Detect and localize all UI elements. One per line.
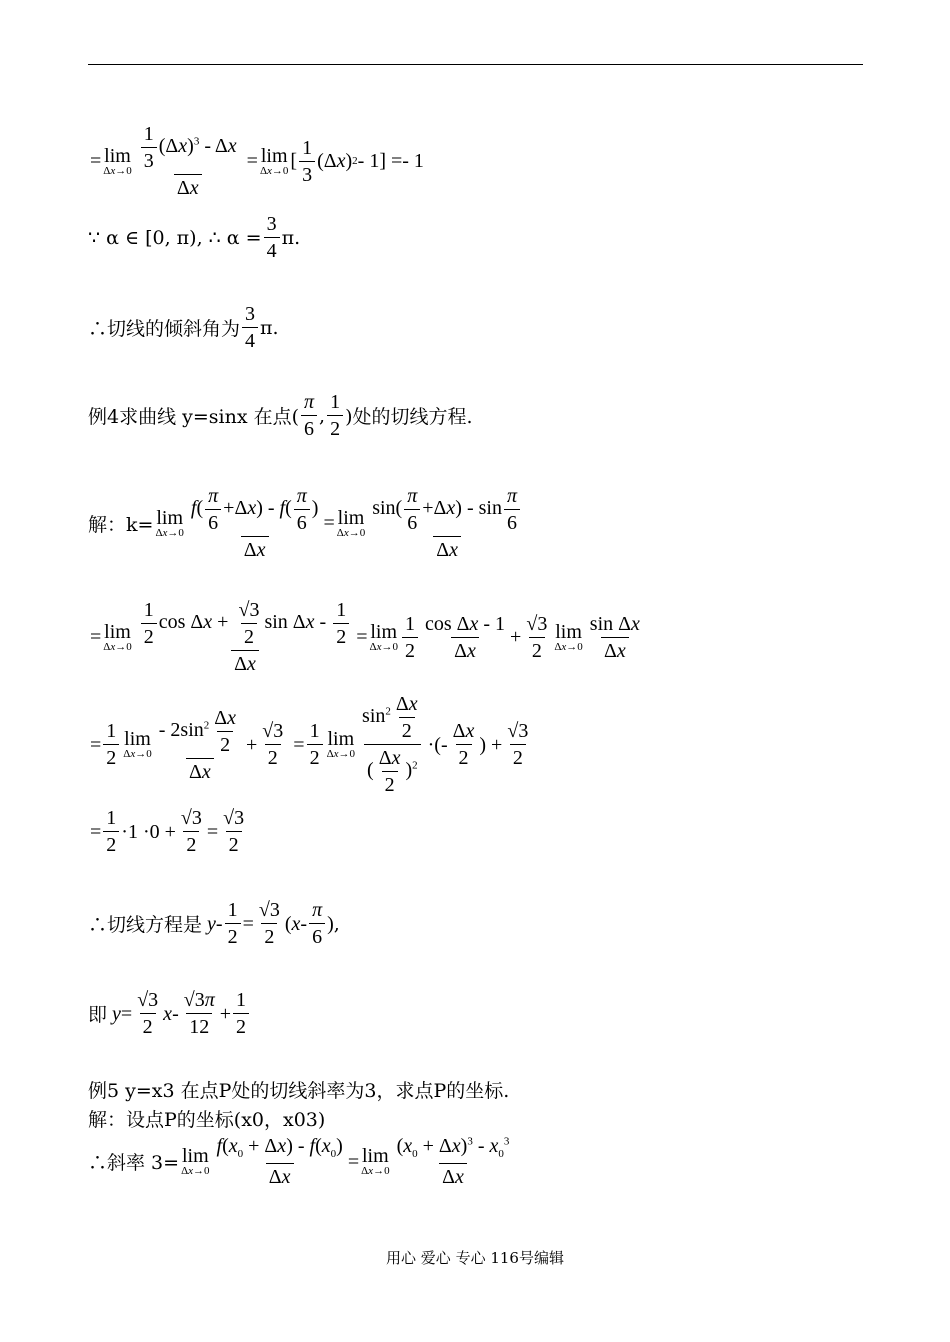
ji-label: 即 bbox=[88, 1004, 108, 1026]
solution-k-label: 解：k= bbox=[88, 513, 154, 536]
slope-label: ∴斜率 3= bbox=[88, 1152, 180, 1174]
inclination-text: ∴切线的倾斜角为 bbox=[88, 318, 241, 340]
inclination-end: π. bbox=[260, 316, 279, 339]
tangent-formula: y - 1 2 = √3 2 ( x - π 6 ) bbox=[207, 899, 334, 948]
formula-k: lim Δx→0 f( $\frac{\pi}{6}$ +Δx) - f( $\frac{\pi}{6}$ ) Δx = lim Δx→0 sin( $\frac{\pi}{6}$ +Δx) - sin $\frac{\pi}{6}$ Δx bbox=[153, 486, 527, 560]
header-rule bbox=[88, 64, 863, 65]
tangent-end: , bbox=[333, 912, 340, 935]
example-5: 例5 y=x3 在点P处的切线斜率为3，求点P的坐标. bbox=[88, 1080, 510, 1102]
alpha-text: ∵ α ∈ [0, π), ∴ α = bbox=[88, 226, 262, 249]
solution-k bbox=[88, 486, 527, 560]
inclination-line: ∴切线的倾斜角为 3 4 π. bbox=[88, 303, 279, 352]
formula-cos-expansion: = lim Δx→0 $\frac{1}{2}$ cos Δx + $\frac{√3}{2}$ sin Δx - $\frac{1}{2}$ Δx = lim Δx→0 1 2 cos Δx - 1 Δx + √3 2 lim Δx→0 sin Δx Δx bbox=[90, 599, 640, 675]
solution-5: 解：设点P的坐标(x0，x03) bbox=[88, 1109, 326, 1131]
page-footer: 用心 爱心 专心 116号编辑 bbox=[386, 1249, 564, 1267]
example-4: 例4求曲线 y=sinx 在点( π 6 , 1 2 )处的切线方程. bbox=[88, 391, 473, 440]
example-4-text: 例4求曲线 y=sinx 在点( bbox=[88, 406, 300, 428]
alpha-line: ∵ α ∈ [0, π), ∴ α = $\frac{3}{4}$ π. bbox=[88, 213, 301, 262]
equivalent-formula: y = √3 2 x - √3π 12 + 1 2 bbox=[107, 990, 251, 1037]
slope-line bbox=[88, 1136, 514, 1187]
slope-formula: lim Δx→0 $f(x_0 + \Delta x) - f(x_0)$ Δx = lim Δx→0 $(x_0 + \Delta x)^3 - x_0^3$ Δx bbox=[181, 1135, 510, 1188]
tangent-label: ∴切线方程是 bbox=[88, 914, 203, 936]
equivalent-equation bbox=[88, 990, 251, 1037]
formula-sin-squared: = 1 2 lim Δx→0 - $2\sin^2$ $\frac{\Delta x}{2}$ Δx + √3 2 = 1 2 lim Δx→0 $\sin^2$ $\frac{\Delta x}{2}$ ( $\frac{\Delta x}{2}$ )$^2$ ·(- Δx 2 ) + √3 2 bbox=[90, 693, 529, 796]
formula-result: = 1 2 ·1 ·0 + √3 2 = √3 2 bbox=[90, 807, 245, 856]
tangent-equation bbox=[88, 900, 340, 947]
example-4-end: )处的切线方程. bbox=[345, 406, 473, 428]
alpha-end: π. bbox=[281, 226, 301, 249]
formula-limit-1: = lim Δx→0 $\frac{1}{3}$ $(\Delta x)^3$ - Δx Δx = lim Δx→0 [ 1 3 (Δ x ) 2 - 1] =- 1 bbox=[90, 123, 424, 199]
